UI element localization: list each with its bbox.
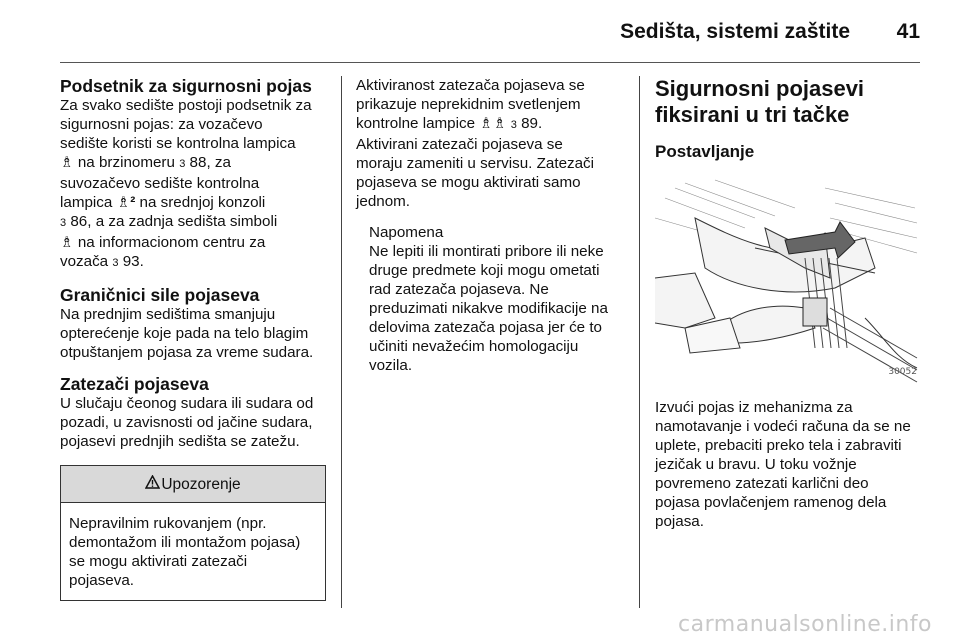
section-title-three-point-belts <box>655 76 923 128</box>
text-line: 88, za <box>189 154 231 171</box>
text-line: demontažom ili montažom pojasa) <box>69 534 301 551</box>
header-divider <box>60 62 920 63</box>
title-line: fiksirani u tri tačke <box>655 102 850 127</box>
text-line: lampica <box>60 194 113 211</box>
page-reference-icon: 3 <box>179 158 186 170</box>
section-title-pretensioners: Zatezači pojaseva <box>60 374 209 394</box>
text-line: Ne lepiti ili montirati pribore ili neke <box>369 243 604 260</box>
text-line: Aktivirani zatezači pojaseva se <box>356 136 563 153</box>
text-line: na srednjoj konzoli <box>139 194 266 211</box>
seatbelt-reminder-text <box>60 96 326 273</box>
text-line: Na prednjim sedištima smanjuju <box>60 306 276 323</box>
section-title-force-limiters: Graničnici sile pojaseva <box>60 285 260 305</box>
warning-box <box>60 465 326 601</box>
column-right <box>655 76 923 531</box>
text-line: Izvući pojas iz mehanizma za <box>655 399 853 416</box>
text-line: vozila. <box>369 357 413 374</box>
column-middle <box>356 76 624 375</box>
text-line: na brzinomeru <box>77 154 175 171</box>
column-divider-1 <box>341 76 342 608</box>
text-line: otpuštanjem pojasa za vreme sudara. <box>60 344 314 361</box>
section-title-seatbelt-reminder: Podsetnik za sigurnosni pojas <box>60 76 312 96</box>
page-reference-icon: 3 <box>60 217 67 229</box>
illustration-code: 30052 <box>888 367 917 377</box>
pretensioners-text <box>60 394 326 451</box>
text-line: Aktiviranost zatezača pojaseva se <box>356 77 585 94</box>
text-line: 89. <box>521 115 543 132</box>
page-number: 41 <box>896 20 920 43</box>
text-line: delovima zatezača pojasa jer će to <box>369 319 603 336</box>
text-line: jezičak u bravu. U toku vožnje <box>655 456 857 473</box>
text-line: namotavanje i vodeći računa da se ne <box>655 418 911 435</box>
page-header-title: Sedišta, sistemi zaštite <box>620 20 850 43</box>
text-line: povremeno zatezati karlični deo <box>655 475 869 492</box>
text-line: pojasa. <box>655 513 704 530</box>
text-line: učiniti nevažećim homologaciju <box>369 338 579 355</box>
warning-title: Upozorenje <box>161 475 241 493</box>
text-line: pojasevi prednjih sedišta se zatežu. <box>60 433 300 450</box>
pretensioner-replace-text <box>356 135 624 211</box>
subsection-title-fastening: Postavljanje <box>655 142 755 161</box>
pretensioner-icon: ♗♗ <box>479 115 507 132</box>
text-line: U slučaju čeonog sudara ili sudara od <box>60 395 314 412</box>
text-line: rad zatezača pojaseva. Ne <box>369 281 549 298</box>
text-line: Za svako sedište postoji podsetnik za <box>60 97 312 114</box>
text-line: 86, a za zadnja sedišta simboli <box>70 213 278 230</box>
text-line: uplete, prebaciti preko tela i zabraviti <box>655 437 902 454</box>
text-line: Nepravilnim rukovanjem (npr. <box>69 515 267 532</box>
column-left <box>60 76 326 601</box>
text-line: 93. <box>122 253 144 270</box>
text-line: sedište koristi se kontrolna lampica <box>60 135 296 152</box>
page-reference-icon: 3 <box>510 119 517 131</box>
warning-body <box>61 503 325 600</box>
seatbelt-icon: ♗ <box>60 154 74 171</box>
text-line: na informacionom centru za <box>77 234 266 251</box>
text-line: pojasa povlačenjem ramenog dela <box>655 494 887 511</box>
page-reference-icon: 3 <box>112 257 119 269</box>
text-line: pozadi, u zavisnosti od jačine sudara, <box>60 414 313 431</box>
text-line: sigurnosni pojas: za vozačevo <box>60 116 263 133</box>
seatbelt-illustration-drawing <box>655 178 921 386</box>
fastening-text <box>655 398 923 531</box>
seatbelt-passenger-icon: ♗² <box>116 194 136 211</box>
text-line: pojaseva se mogu aktivirati samo <box>356 174 581 191</box>
note-title: Napomena <box>369 224 444 241</box>
note-block <box>369 223 624 375</box>
text-line: prikazuje neprekidnim svetlenjem <box>356 96 581 113</box>
text-line: moraju zameniti u servisu. Zatezači <box>356 155 595 172</box>
text-line: opterećenje koje pada na telo blagim <box>60 325 309 342</box>
text-line: se mogu aktivirati zatezači <box>69 553 248 570</box>
column-divider-2 <box>639 76 640 608</box>
text-line: preduzimati nikakve modifikacije na <box>369 300 608 317</box>
title-line: Sigurnosni pojasevi <box>655 76 865 101</box>
text-line: jednom. <box>356 193 411 210</box>
text-line: druge predmete koji mogu ometati <box>369 262 600 279</box>
text-line: suvozačevo sedište kontrolna <box>60 175 260 192</box>
text-line: pojaseva. <box>69 572 135 589</box>
warning-header <box>61 466 325 503</box>
text-line: vozača <box>60 253 109 270</box>
text-line: kontrolne lampice <box>356 115 476 132</box>
warning-triangle-icon <box>145 475 160 494</box>
seatbelt-icon: ♗ <box>60 234 74 251</box>
force-limiters-text <box>60 305 326 362</box>
pretensioner-activation-text <box>356 76 624 135</box>
watermark: carmanualsonline.info <box>678 612 932 637</box>
seatbelt-illustration <box>655 178 921 386</box>
